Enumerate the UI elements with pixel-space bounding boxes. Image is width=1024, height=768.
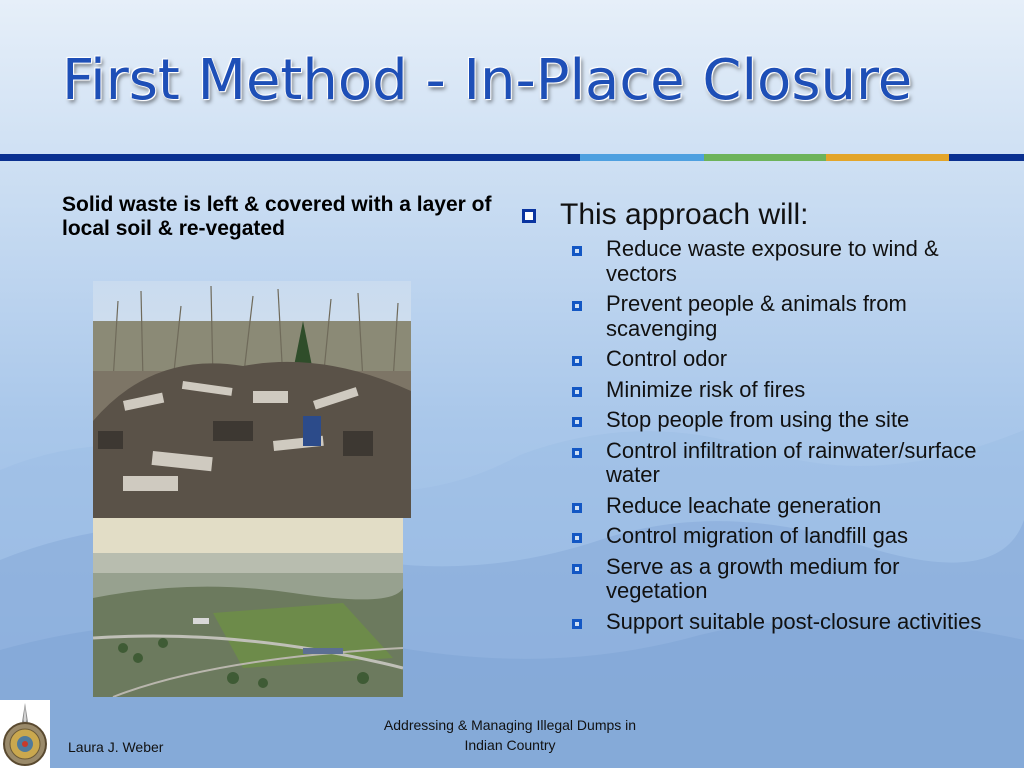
approach-heading-item [522,196,1002,234]
footer-line-2: Indian Country [464,737,556,753]
list-item [572,237,992,286]
presentation-footer [360,715,660,755]
dump-site-photo [93,281,411,518]
title-divider [0,154,1024,161]
list-item [572,494,992,519]
approach-heading: This approach will: [560,198,809,231]
benefits-list [572,237,992,640]
list-item [572,610,992,635]
list-item-text: Reduce waste exposure to wind & vectors [606,236,939,286]
square-bullet-icon [572,619,582,629]
square-bullet-icon [572,387,582,397]
list-item [572,524,992,549]
tribal-seal-logo [0,700,50,768]
footer-line-1: Addressing & Managing Illegal Dumps in [383,717,637,733]
left-caption: Solid waste is left & covered with a layer of local soil & re-vegated [62,193,492,240]
list-item-text: Minimize risk of fires [606,376,806,402]
author-name: Laura J. Weber [68,739,164,755]
list-item-text: Control infiltration of rainwater/surface water [606,437,977,487]
list-item [572,378,992,403]
list-item [572,408,992,433]
list-item [572,292,992,341]
closed-site-aerial-photo [93,518,403,697]
list-item [572,555,992,604]
list-item-text: Control migration of landfill gas [606,523,909,548]
slide-title: First Method - In-Place Closure [62,48,913,113]
square-bullet-icon [572,533,582,543]
list-item-text: Reduce leachate generation [606,492,882,518]
square-bullet-icon [572,417,582,427]
list-item-text: Control odor [606,346,728,371]
square-bullet-icon [572,503,582,513]
square-bullet-icon [572,564,582,574]
square-bullet-icon [572,448,582,458]
square-bullet-icon [572,301,582,311]
approach-list [522,196,1002,234]
list-item-text: Prevent people & animals from scavenging [606,291,907,341]
list-item-text: Stop people from using the site [606,407,910,432]
square-bullet-icon [572,356,582,366]
square-bullet-icon [572,246,582,256]
list-item-text: Support suitable post-closure activities [606,608,982,634]
square-bullet-icon [522,209,536,223]
list-item [572,439,992,488]
list-item-text: Serve as a growth medium for vegetation [606,553,900,603]
list-item [572,347,992,372]
